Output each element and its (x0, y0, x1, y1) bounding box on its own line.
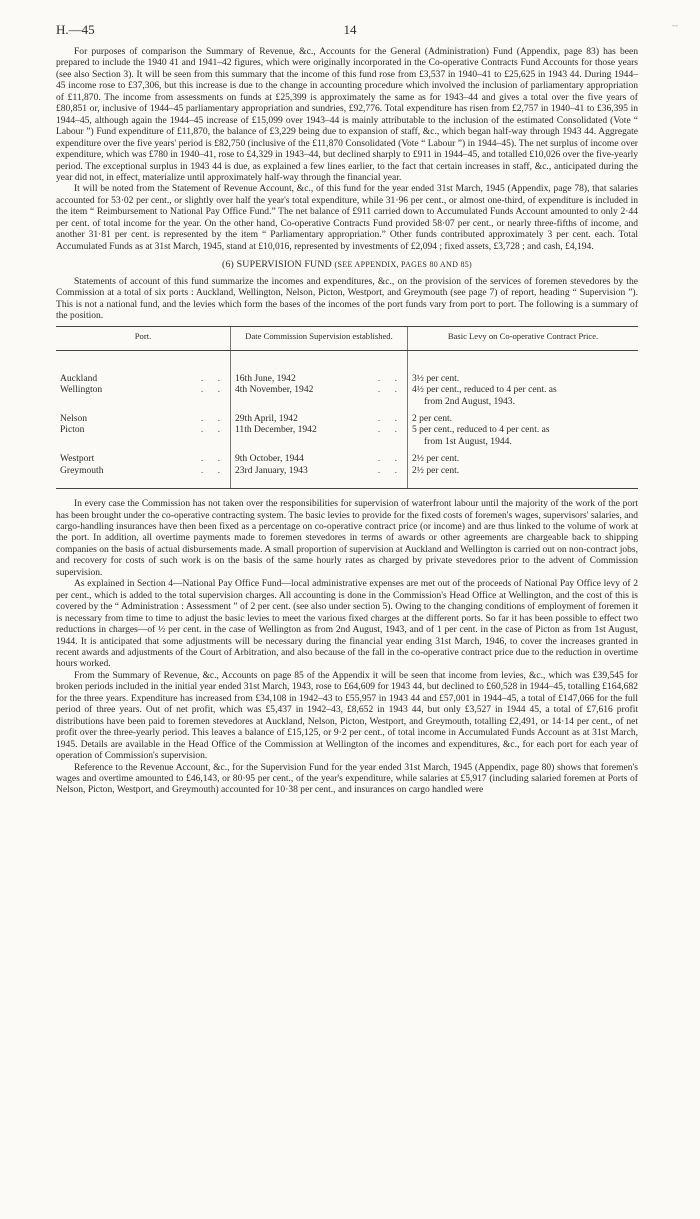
port-name: Picton (60, 424, 85, 436)
leader-dots: . . (377, 424, 403, 436)
cell-port (56, 424, 231, 447)
levy-text: 3½ per cent. (412, 372, 460, 384)
port-name: Westport (60, 453, 95, 465)
cell-date (231, 447, 408, 464)
port-name: Nelson (60, 413, 88, 425)
leader-dots: . . (200, 453, 226, 465)
leader-dots: . . (377, 453, 403, 465)
date-established: 11th December, 1942 (235, 424, 317, 436)
cell-port (56, 384, 231, 407)
paragraph-revenue-account: Reference to the Revenue Account, &c., for the Supervision Fund for the year ended 31st March, 1945 (Appendix, page 80) shows that foremen's wages and overtime amounted to £46,143, or 80·95 per cent., of the year's expenditure, while salaries at £5,917 (including salaried foremen at Ports of Nelson, Picton, Westport, and Greymouth) accounted for 10·38 per cent., and insurances on cargo handled were (56, 761, 638, 796)
cell-levy (408, 407, 639, 424)
levy-text: 4½ per cent., reduced to 4 per cent. as (412, 384, 557, 396)
paragraph-supervision-intro: Statements of account of this fund summarize the incomes and expenditures, &c., on the provision of the services of foremen stevedores by the Commission at a total of six ports : Auckland, Wellington, Nelson, Picton, Westport, and Greymouth (see page 7) of report, heading “ Supervision ”). This is not a national fund, and the levies which form the bases of the incomes of the port funds vary from port to port. The following is a summary of the position. (56, 275, 638, 321)
levy-table (56, 326, 638, 489)
leader-dots: . . (200, 424, 226, 436)
cell-date (231, 407, 408, 424)
table-row-auckland (56, 350, 638, 384)
cell-port (56, 465, 231, 489)
table-row-greymouth (56, 465, 638, 489)
date-established: 9th October, 1944 (235, 453, 304, 465)
paragraph-admin-expenses: As explained in Section 4—National Pay Office Fund—local administrative expenses are met out of the proceeds of National Pay Office levy of 2 per cent., which is added to the total supervision charges. All accounting is done in the Commission's Head Office at Wellington, and the cost of this is covered by the “ Administration : Assessment ” of 2 per cent. (see also under section 5). Owing to the changing conditions of employment of foremen it is necessary from time to time to adjust the basic levies to meet the various fixed charges at the different ports. So far it has been possible to effect two reductions in charges—of ½ per cent. in the case of Wellington as from 2nd August, 1943, and of 1 per cent. in the case of Picton as from 1st August, 1944. It is anticipated that some adjustments will be necessary during the financial year ending 31st March, 1946, to cover the increases granted in recent awards and adjustments of the Court of Arbitration, and also because of the fall in the co-operative contract price due to the reduction in overtime hours worked. (56, 578, 638, 670)
paragraph-commission-responsibility: In every case the Commission has not taken over the responsibilities for supervision of waterfront labour until the majority of the work of the port has been brought under the co-operative contracting system. The basic levies to provide for the fixed costs of foremen's wages, supervisors' salaries, and cargo-handling insurances have then been fixed as a percentage on co-operative contract price (or income) and are thus linked to the volume of work at the port. In addition, all overtime payments made to foremen stevedores in terms of awards or other agreements are chargeable back to shipping companies on the basis of actual disbursements made. A small proportion of supervision at Auckland and Wellington is carried out on non-contract jobs, and recovery for costs of such work is on the basis of the same hourly rates as charged by private stevedores prior to the advent of Commission supervision. (56, 498, 639, 578)
cell-levy (408, 350, 639, 384)
leader-dots: . . (200, 372, 226, 384)
table-row-westport (56, 447, 638, 464)
cell-date (231, 350, 408, 384)
corner-mark: -- (672, 20, 678, 30)
date-established: 4th November, 1942 (235, 384, 314, 396)
leader-dots: . . (377, 384, 403, 396)
page-number: 14 (343, 22, 357, 37)
paragraph-admin-fund-summary: For purposes of comparison the Summary of Revenue, &c., Accounts for the General (Administration) Fund (Appendix, page 83) has been prepared to include the 1940 41 and 1941–42 figures, which were originally incorporated in the Co-operative Contracts Fund Accounts for those years (see also Section 3). It will be seen from this summary that the income of this fund rose from £3,537 in 1940–41 to £25,625 in 1943 44. During 1944–45 income rose to £37,306, but this increase is due to the change in accounting procedure which involved the inclusion of parliamentary appropriation of £11,870. The income from assessments on funds at £25,399 is approximately the same as for 1943–44 and gives a total over the five years of £80,851 or, inclusive of 1944–45 parliamentary appropriation and sundries, £92,776. Total expenditure has risen from £2,757 in 1940–41 to £36,395 in 1944–45, although again the 1944–45 increase of £15,099 over 1943–44 is mainly attributable to the inclusion of the estimated Consolidated (Vote “ Labour ”) Fund expenditure of £11,870, the balance of £3,229 being due to expansion of staff, &c., which began half-way through 1943 44. Aggregate expenditure over the five years' period is £82,750 (inclusive of the £11,870 Consolidated (Vote “ Labour ”) in 1944–45). The net surplus of income over expenditure, which was £780 in 1940–41, rose to £4,329 in 1943–44, but declined sharply to £911 in 1944–45, and totalled £10,026 over the five-yearly period. The exceptional surplus in 1943 44 is due, as explained a few lines earlier, to the fact that certain increases in staff, &c., anticipated during the year did not, in effect, materialize until approximately half-way through the financial year. (56, 46, 638, 183)
table-row-picton (56, 424, 638, 447)
cell-levy (408, 447, 639, 464)
date-established: 29th April, 1942 (235, 413, 298, 425)
cell-levy (408, 384, 639, 407)
table-row-wellington (56, 384, 638, 407)
levy-text: 2½ per cent. (412, 464, 460, 476)
cell-levy (408, 424, 639, 447)
section-code: H.—45 (56, 22, 95, 37)
cell-port (56, 407, 231, 424)
page-header (56, 20, 678, 38)
levy-text: 2½ per cent. (412, 453, 460, 465)
paragraph-admin-fund-statement: It will be noted from the Statement of Revenue Account, &c., of this fund for the year ended 31st March, 1945 (Appendix, page 78), that salaries accounted for 53·02 per cent., or slightly over half the year's total expenditure, while 31·96 per cent., or almost one-third, of expenditure is included in the item “ Reimbursement to National Pay Office Fund.” The net balance of £911 carried down to Accumulated Funds Account amounted to only 2·44 per cent. of total income for the year. On the other hand, Co-operative Contracts Fund provided 58·07 per cent., or nearly three-fifths of income, and another 31·81 per cent. is represented by the item “ Parliamentary appropriation.” Other funds contributed approximately 3 per cent. each. Total Accumulated Funds as at 31st March, 1945, stand at £10,016, represented by investments of £2,094 ; fixed assets, £3,728 ; and cash, £4,194. (56, 183, 638, 252)
leader-dots: . . (377, 372, 403, 384)
cell-date (231, 465, 408, 489)
leader-dots: . . (200, 413, 226, 425)
section-heading (56, 259, 638, 270)
document-body (56, 46, 638, 796)
leader-dots: . . (200, 464, 226, 476)
levy-text: 2 per cent. (412, 413, 453, 425)
header-date: Date Commission Supervision established. (231, 327, 408, 350)
levy-text-continued: from 1st August, 1944. (424, 435, 512, 447)
levy-table-header (56, 327, 638, 350)
port-name: Auckland (60, 372, 98, 384)
leader-dots: . . (377, 413, 403, 425)
header-port: Port. (56, 327, 231, 350)
section-heading-main: (6) SUPERVISION FUND (221, 259, 332, 271)
port-name: Wellington (60, 384, 103, 396)
cell-date (231, 384, 408, 407)
cell-date (231, 424, 408, 447)
port-name: Greymouth (60, 464, 104, 476)
table-row-nelson (56, 407, 638, 424)
leader-dots: . . (200, 384, 226, 396)
date-established: 23rd January, 1943 (235, 464, 308, 476)
levy-text-continued: from 2nd August, 1943. (424, 395, 515, 407)
leader-dots: . . (377, 464, 403, 476)
cell-levy (408, 465, 639, 489)
paragraph-revenue-summary: From the Summary of Revenue, &c., Accounts on page 85 of the Appendix it will be seen that income from levies, &c., which was £39,545 for broken periods included in the initial year ended 31st March, 1943, rose to £64,609 for 1943 44, but declined to £60,528 in 1944–45, totalling £164,682 for the three years. Expenditure has increased from £34,108 in 1942–43 to £55,957 in 1943 44 and £57,001 in 1944–45, a total of £147,066 for the full period of three years. Out of net profit, which was £5,437 in 1942–43, £8,652 in 1943 44, but only £3,527 in 1944 45, a total of £7,616 profit distributions have been paid to foremen stevedores at Auckland, Nelson, Picton, Westport, and Greymouth, totalling £2,491, or 14·14 per cent., of net profit over the three-yearly period. This leaves a balance of £15,125, or 9·2 per cent., of total income in Accumulated Funds Account as at 31st March, 1945. Details are available in the Head Office of the Commission at Wellington of the incomes and expenditures, &c., for each port for each year of operation of Commission's supervision. (56, 669, 638, 762)
section-heading-note: (SEE APPENDIX, PAGES 80 AND 85) (334, 260, 473, 270)
header-levy: Basic Levy on Co-operative Contract Price. (408, 327, 639, 350)
levy-text: 5 per cent., reduced to 4 per cent. as (412, 424, 550, 436)
cell-port (56, 350, 231, 384)
date-established: 16th June, 1942 (235, 372, 296, 384)
cell-port (56, 447, 231, 464)
